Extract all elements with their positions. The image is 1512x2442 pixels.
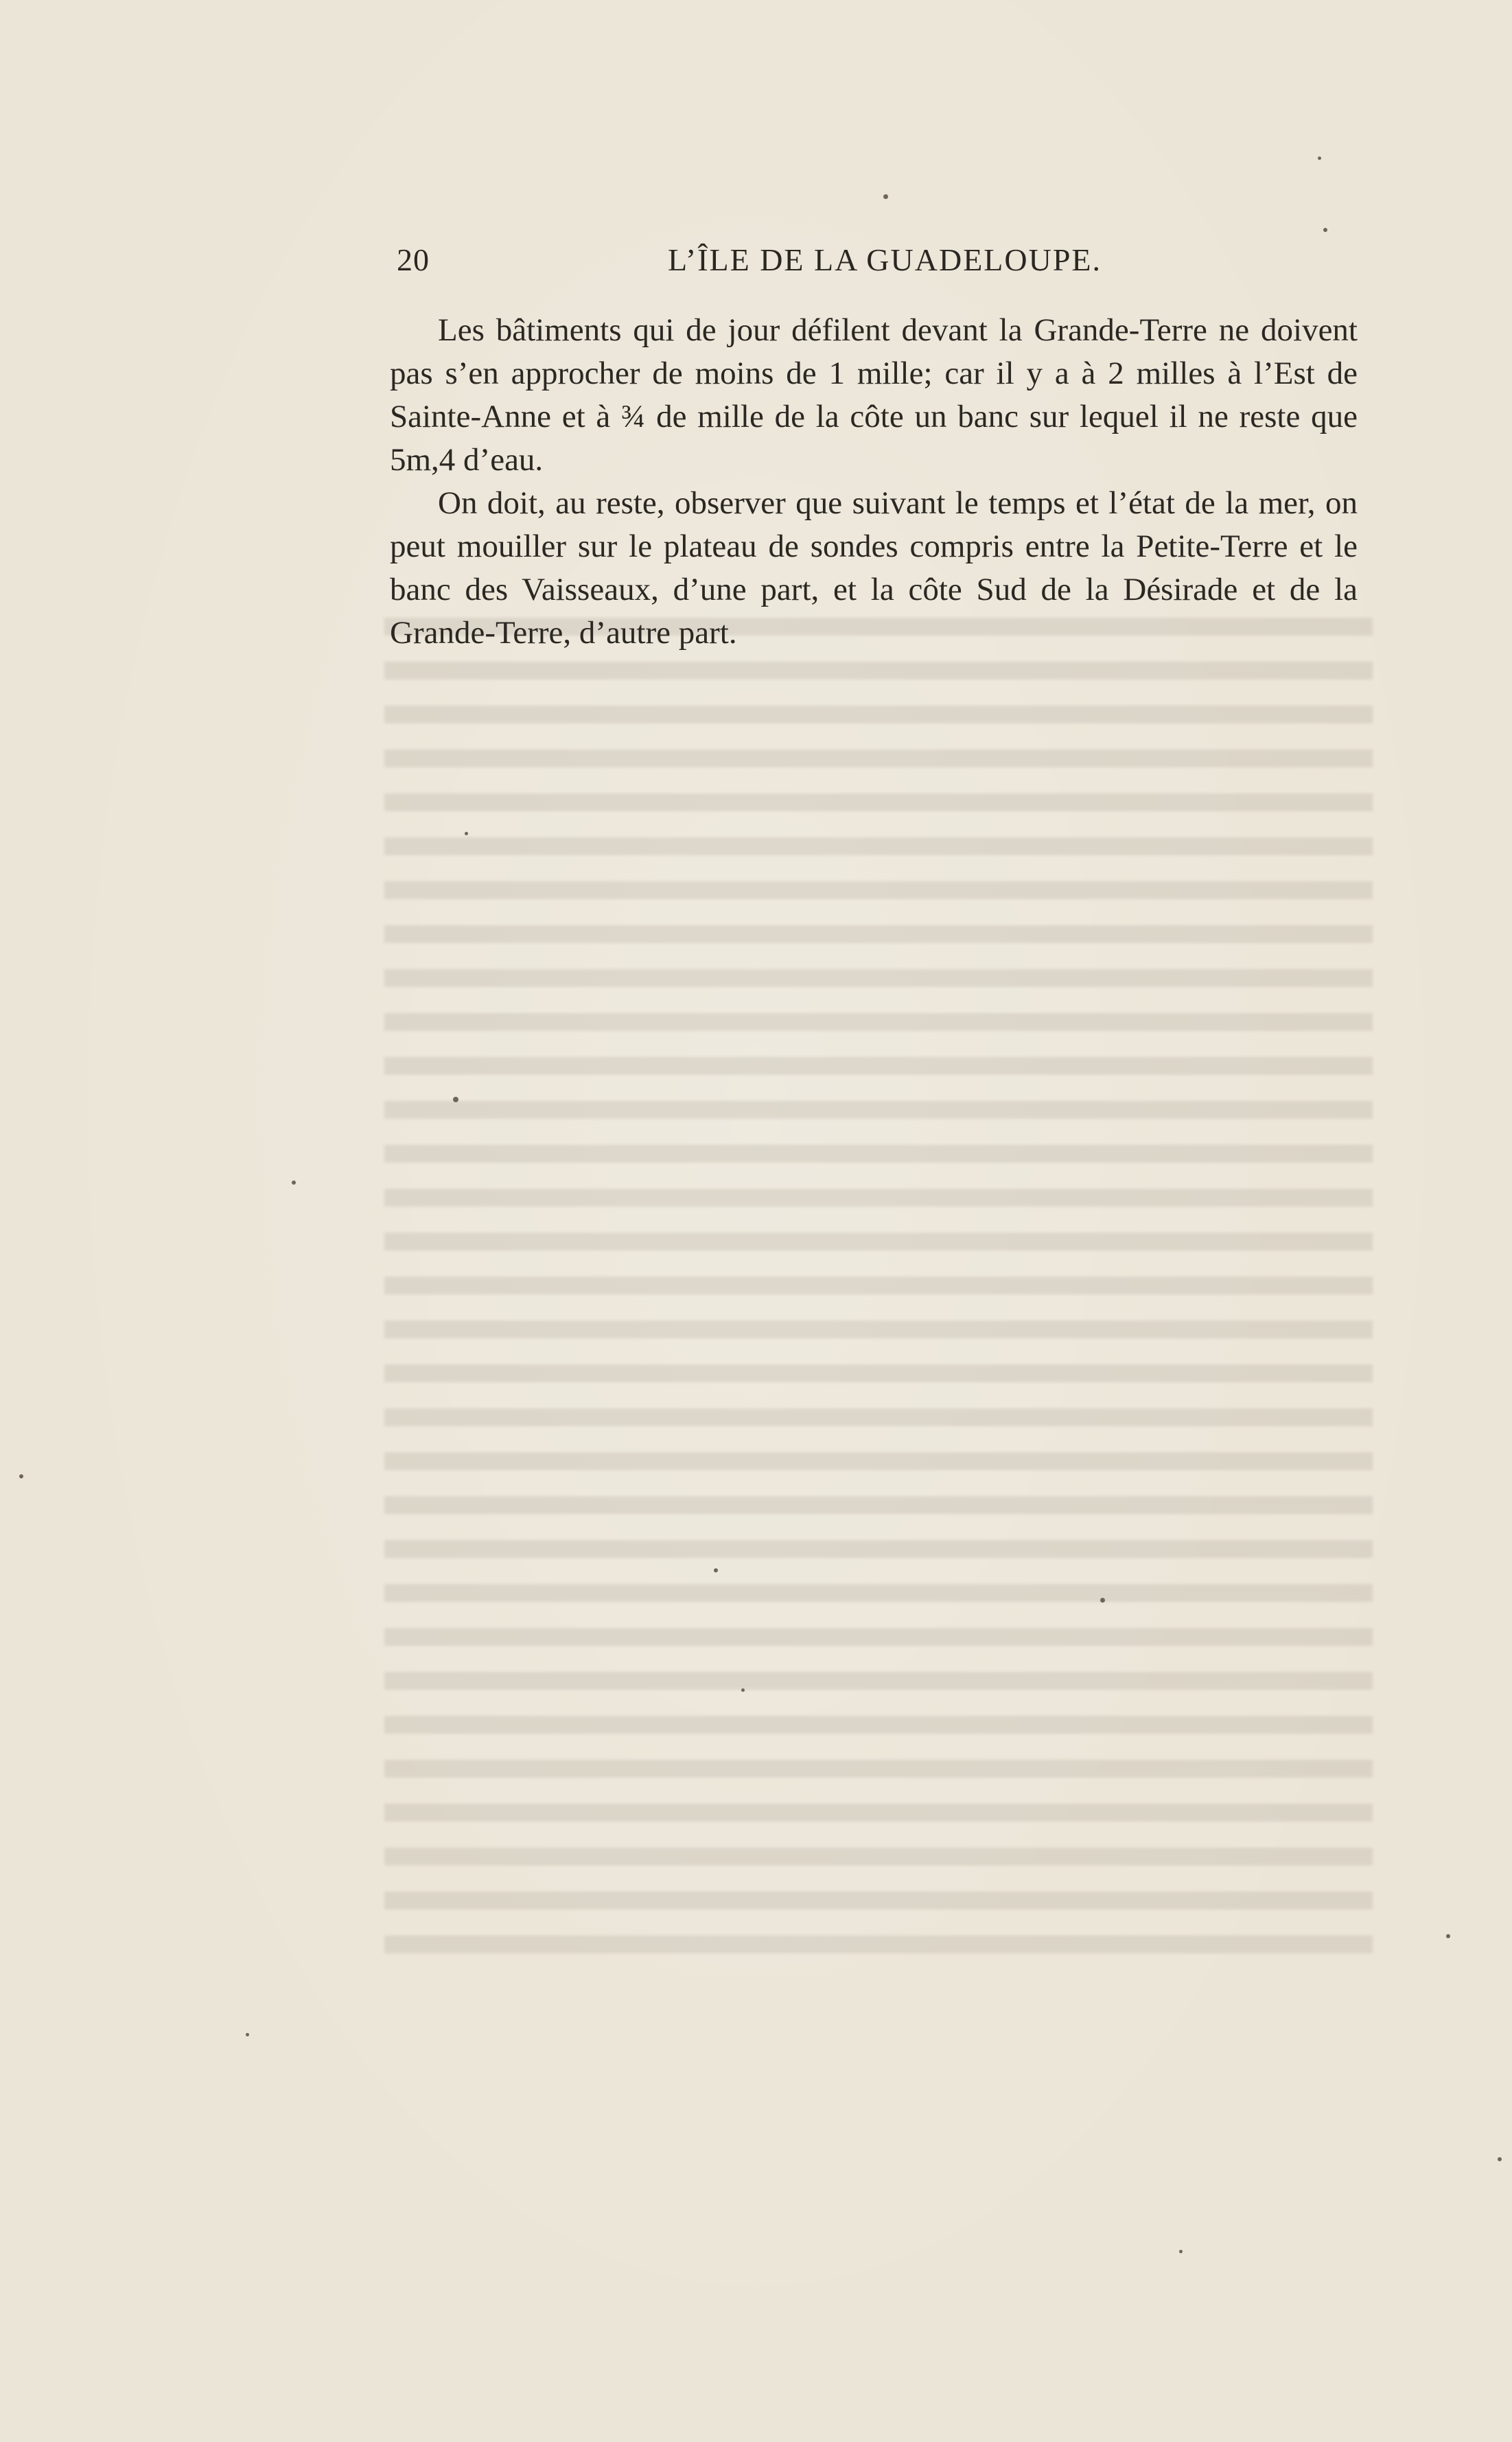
page-number: 20 (397, 242, 430, 277)
paper-speck (246, 2033, 249, 2036)
paper-speck (453, 1097, 458, 1102)
paper-speck (1323, 228, 1327, 232)
running-title: L’ÎLE DE LA GUADELOUPE. (668, 242, 1102, 277)
paper-speck (465, 832, 468, 835)
paper-speck (1498, 2157, 1502, 2161)
paper-speck (714, 1568, 718, 1572)
paper-speck (1179, 2250, 1183, 2253)
paper-speck (1318, 156, 1321, 160)
paper-speck (741, 1688, 745, 1692)
paper-speck (1100, 1598, 1105, 1603)
paper-speck (292, 1181, 296, 1185)
paper-speck (19, 1474, 23, 1478)
running-head (397, 242, 1358, 290)
paper-speck (883, 194, 888, 199)
body-text (390, 309, 1358, 655)
paragraph-1: Les bâtiments qui de jour défilent devant la Grande-Terre ne doivent pas s’en approcher de moins de 1 mille; car il y a à 2 milles à l’Est de Sainte-Anne et à ¾ de mille de la côte un banc sur lequel il ne reste que 5m,4 d’eau. (390, 312, 1358, 478)
paper-speck (1446, 1934, 1450, 1938)
reverse-page-show-through (384, 618, 1373, 1956)
paragraph-2: On doit, au reste, observer que suivant le temps et l’état de la mer, on peut mouiller sur le plateau de sondes compris entre la Petite-Terre et le banc des Vaisseaux, d’une part, et la côte Sud de la Désirade et de la Grande-Terre, d’autre part. (390, 485, 1358, 651)
